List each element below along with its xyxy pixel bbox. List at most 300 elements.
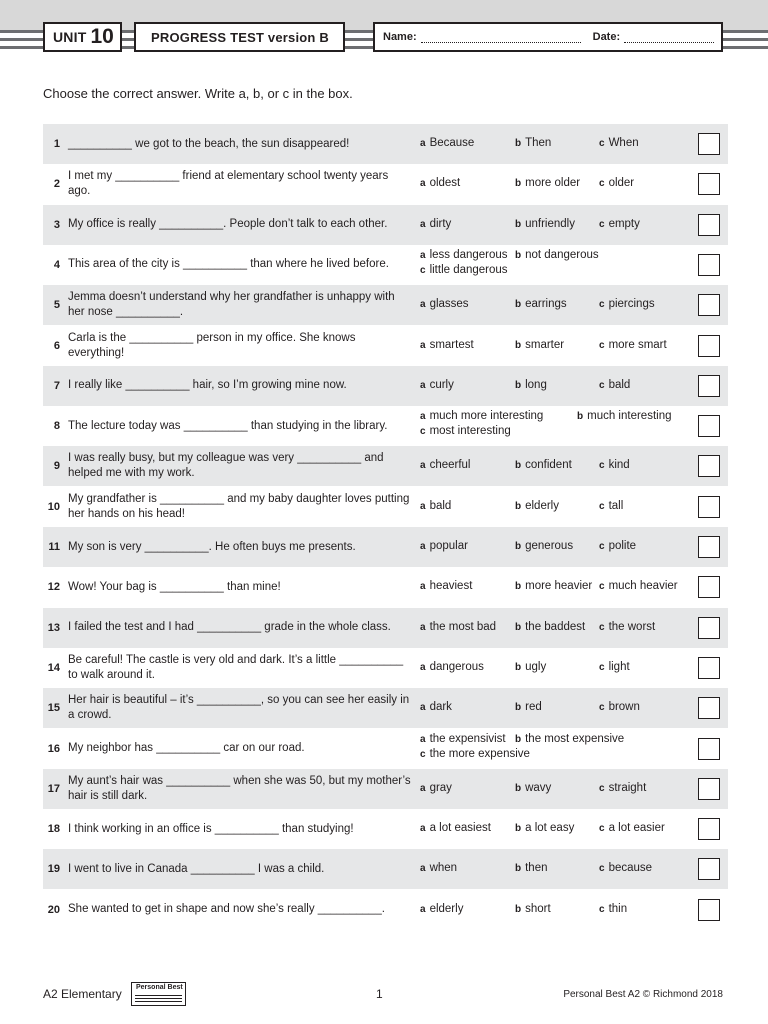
option-letter: b [515, 379, 522, 391]
question-text-content: My son is very __________. He often buys me presents. [68, 540, 356, 553]
question-number: 1 [53, 138, 60, 150]
option-letter: c [599, 621, 605, 633]
option-text: the baddest [525, 620, 586, 633]
test-title: PROGRESS TEST version B [134, 22, 345, 52]
option-text: short [525, 902, 551, 915]
question-number: 4 [53, 258, 60, 271]
option-text: kind [608, 459, 630, 472]
page-number: 1 [376, 987, 383, 1001]
option-text: little dangerous [429, 263, 508, 276]
answer-options [420, 567, 695, 607]
answer-box[interactable] [698, 536, 720, 558]
option-letter: a [420, 500, 426, 512]
instruction: Choose the correct answer. Write a, b, or c in the box. [43, 86, 353, 101]
answer-box[interactable] [698, 254, 720, 276]
question-text-content: My office is really __________. People don’t talk to each other. [68, 218, 388, 231]
option-c [599, 701, 640, 713]
date-label: Date: [592, 31, 621, 43]
question-row [43, 205, 728, 245]
option-b [515, 218, 575, 230]
option-text: much more interesting [429, 410, 544, 423]
option-a [420, 621, 496, 633]
logo-text: Personal Best [136, 984, 183, 991]
question-row [43, 406, 728, 446]
question-text-content: My neighbor has __________ car on our road. [68, 742, 305, 754]
option-text: less dangerous [429, 248, 508, 261]
answer-options [420, 890, 695, 930]
option-letter: b [515, 621, 522, 633]
answer-options [420, 849, 695, 889]
header-band [0, 0, 768, 64]
question-text [68, 446, 413, 486]
option-a [420, 218, 451, 230]
question-text-content: Carla is the __________ person in my office. She knows everything! [68, 331, 356, 359]
name-date-box [373, 22, 723, 52]
option-b [515, 459, 572, 471]
question-text [68, 608, 413, 648]
question-text-content: I was really busy, but my colleague was very __________ and helped me with my work. [68, 452, 384, 480]
question-text [68, 406, 413, 446]
option-c [420, 425, 511, 437]
option-b [515, 580, 592, 592]
option-c [599, 218, 640, 230]
question-number: 7 [53, 379, 60, 392]
option-c [599, 339, 667, 351]
option-text: heaviest [429, 580, 473, 593]
question-row [43, 527, 728, 567]
option-text: thin [608, 902, 628, 915]
answer-options [420, 608, 695, 648]
question-number: 11 [48, 541, 60, 553]
answer-options [420, 164, 695, 204]
option-b [577, 410, 671, 422]
question-row [43, 285, 728, 325]
option-a [420, 500, 451, 512]
question-number: 6 [53, 339, 60, 352]
question-row [43, 366, 728, 406]
option-a [420, 822, 491, 834]
question-text [68, 205, 413, 245]
option-text: glasses [429, 298, 469, 311]
answer-options [420, 688, 695, 728]
option-text: the worst [608, 620, 656, 633]
option-b [515, 298, 567, 310]
option-c [599, 621, 655, 633]
option-letter: a [420, 782, 426, 794]
option-a [420, 701, 452, 713]
question-text-content: I really like __________ hair, so I’m growing mine now. [68, 379, 347, 392]
option-c [599, 500, 623, 512]
question-row [43, 487, 728, 527]
option-text: empty [608, 217, 640, 230]
option-letter: a [420, 460, 426, 472]
option-b [515, 701, 542, 713]
option-letter: c [599, 500, 605, 512]
option-c [420, 264, 508, 276]
option-letter: c [599, 782, 605, 794]
question-text [68, 124, 413, 164]
option-b [515, 862, 548, 874]
option-c [599, 903, 627, 915]
option-b [515, 339, 564, 351]
question-number: 5 [53, 299, 60, 312]
option-a [420, 379, 454, 391]
option-text: much interesting [587, 410, 672, 423]
option-text: not dangerous [525, 248, 599, 261]
option-letter: c [599, 218, 605, 230]
option-text: dangerous [429, 660, 484, 673]
option-b [515, 621, 585, 633]
question-number: 12 [47, 581, 60, 594]
option-letter: b [515, 863, 522, 875]
answer-box[interactable] [698, 738, 720, 760]
option-text: confident [525, 459, 572, 472]
option-text: more heavier [525, 580, 593, 593]
answer-box[interactable] [698, 697, 720, 719]
question-text-content: My grandfather is __________ and my baby daughter loves putting her hands on his head! [68, 492, 410, 520]
question-number: 10 [47, 500, 60, 513]
option-a [420, 137, 474, 149]
unit-number: 10 [90, 25, 114, 48]
option-text: smarter [525, 338, 565, 351]
option-text: Because [429, 137, 475, 149]
option-letter: c [599, 903, 605, 915]
answer-box[interactable] [698, 858, 720, 880]
option-text: popular [429, 540, 468, 552]
answer-box[interactable] [698, 173, 720, 195]
question-number: 18 [47, 823, 60, 836]
option-a [420, 339, 474, 351]
option-letter: a [420, 733, 426, 745]
option-text: the most expensive [525, 732, 625, 745]
option-text: bald [429, 499, 452, 512]
option-text: much heavier [608, 580, 678, 593]
option-text: cheerful [429, 459, 471, 472]
option-b [515, 500, 559, 512]
option-c [599, 782, 646, 794]
option-a [420, 782, 452, 794]
question-row [43, 245, 728, 285]
option-letter: b [515, 339, 522, 351]
option-letter: a [420, 581, 426, 593]
option-text: dark [429, 701, 452, 714]
option-letter: c [599, 541, 605, 552]
unit-label-box [43, 22, 122, 52]
option-c [599, 137, 639, 149]
option-letter: a [420, 299, 426, 311]
question-number: 14 [47, 661, 60, 674]
question-number: 13 [47, 621, 60, 634]
answer-box[interactable] [698, 455, 720, 477]
option-b [515, 661, 546, 673]
option-letter: b [515, 299, 522, 311]
question-text [68, 648, 413, 688]
option-letter: c [599, 339, 605, 351]
option-b [515, 249, 599, 261]
option-c [599, 379, 630, 391]
question-row [43, 849, 728, 889]
answer-options [420, 124, 695, 164]
question-number: 19 [47, 863, 60, 876]
option-a [420, 177, 460, 189]
question-text-content: My aunt’s hair was __________ when she was 50, but my mother’s hair is still dark. [68, 774, 411, 802]
option-letter: c [599, 823, 605, 835]
option-c [599, 298, 655, 310]
option-text: more smart [608, 338, 667, 351]
option-text: wavy [525, 781, 552, 794]
option-text: elderly [429, 902, 464, 915]
option-letter: b [515, 460, 522, 472]
option-text: when [429, 862, 458, 875]
answer-box[interactable] [698, 576, 720, 598]
option-letter: a [420, 339, 426, 351]
option-text: more older [525, 177, 581, 190]
option-letter: c [599, 702, 605, 714]
option-text: a lot easiest [429, 822, 491, 835]
name-label: Name: [383, 31, 417, 43]
option-letter: b [515, 702, 522, 714]
option-text: oldest [429, 177, 461, 190]
option-a [420, 580, 472, 592]
answer-box[interactable] [698, 335, 720, 357]
option-text: straight [608, 781, 647, 794]
option-text: light [608, 660, 630, 673]
answer-box[interactable] [698, 375, 720, 397]
option-text: smartest [429, 338, 474, 351]
option-b [515, 733, 624, 745]
option-text: earrings [525, 298, 567, 311]
question-number: 2 [53, 178, 60, 191]
option-letter: a [420, 249, 426, 261]
option-text: because [608, 862, 653, 875]
personal-best-logo [131, 982, 186, 1006]
option-letter: a [420, 138, 426, 149]
option-a [420, 733, 506, 745]
option-b [515, 903, 551, 915]
option-letter: c [599, 138, 605, 149]
question-number: 16 [47, 742, 60, 755]
option-text: a lot easy [525, 822, 575, 835]
option-text: gray [429, 781, 452, 794]
question-number: 17 [47, 782, 60, 795]
option-letter: a [420, 823, 426, 835]
option-text: then [525, 862, 548, 875]
option-text: most interesting [429, 425, 511, 438]
question-row [43, 608, 728, 648]
option-letter: a [420, 379, 426, 391]
question-number: 3 [53, 218, 60, 231]
question-text [68, 849, 413, 889]
option-b [515, 177, 580, 189]
question-row [43, 326, 728, 366]
answer-box[interactable] [698, 294, 720, 316]
question-row [43, 648, 728, 688]
option-text: older [608, 177, 635, 190]
question-text [68, 366, 413, 406]
option-letter: c [599, 460, 605, 472]
answer-options [420, 648, 695, 688]
question-number: 20 [47, 903, 60, 916]
option-letter: c [420, 264, 426, 276]
option-a [420, 862, 457, 874]
option-a [420, 249, 508, 261]
answer-options [420, 245, 695, 285]
option-text: piercings [608, 298, 655, 311]
answer-options [420, 326, 695, 366]
option-b [515, 379, 547, 391]
footer-level: A2 Elementary [43, 987, 122, 1001]
question-row [43, 567, 728, 607]
answer-box[interactable] [698, 778, 720, 800]
option-letter: b [515, 581, 522, 593]
option-b [515, 822, 574, 834]
option-text: the more expensive [429, 747, 530, 760]
option-letter: a [420, 541, 426, 552]
option-text: a lot easier [608, 822, 665, 835]
option-c [599, 822, 665, 834]
answer-box[interactable] [698, 657, 720, 679]
option-letter: b [515, 903, 522, 915]
option-c [420, 748, 530, 760]
option-text: the expensivist [429, 732, 506, 745]
option-text: bald [608, 378, 631, 391]
question-row [43, 769, 728, 809]
question-text-content: Her hair is beautiful – it’s __________, so you can see her easily in a crowd. [68, 694, 410, 722]
option-letter: c [420, 748, 426, 760]
option-b [515, 782, 551, 794]
question-text [68, 567, 413, 607]
question-text [68, 245, 413, 285]
option-b [515, 137, 551, 149]
question-text-content: Wow! Your bag is __________ than mine! [68, 580, 281, 593]
option-letter: a [420, 702, 426, 714]
answer-box[interactable] [698, 133, 720, 155]
option-letter: c [599, 661, 605, 673]
option-letter: b [515, 249, 522, 261]
answer-options [420, 487, 695, 527]
answer-box[interactable] [698, 818, 720, 840]
question-text-content: I failed the test and I had __________ grade in the whole class. [68, 621, 391, 634]
answer-box[interactable] [698, 899, 720, 921]
question-row [43, 890, 728, 930]
answer-box[interactable] [698, 496, 720, 518]
question-text [68, 326, 413, 366]
question-text [68, 285, 413, 325]
answer-options [420, 809, 695, 849]
question-text-content: The lecture today was __________ than studying in the library. [68, 419, 388, 432]
option-letter: b [515, 823, 522, 835]
answer-options [420, 527, 695, 567]
option-letter: b [515, 541, 522, 552]
option-letter: b [515, 178, 522, 190]
question-text [68, 688, 413, 728]
option-letter: a [420, 903, 426, 915]
question-text [68, 890, 413, 930]
option-a [420, 540, 468, 552]
question-row [43, 809, 728, 849]
answer-options [420, 406, 695, 446]
question-number: 9 [53, 460, 60, 473]
option-letter: b [515, 218, 522, 230]
option-text: generous [525, 540, 574, 552]
question-text-content: __________ we got to the beach, the sun disappeared! [68, 137, 350, 150]
question-text-content: Be careful! The castle is very old and dark. It’s a little __________ to walk around it. [68, 653, 404, 681]
question-text [68, 527, 413, 567]
option-c [599, 862, 652, 874]
option-text: polite [608, 540, 637, 552]
option-letter: c [599, 299, 605, 311]
option-letter: b [515, 138, 522, 149]
option-text: tall [608, 499, 624, 512]
question-text-content: This area of the city is __________ than where he lived before. [68, 258, 389, 271]
option-a [420, 661, 484, 673]
option-c [599, 459, 630, 471]
option-letter: c [599, 581, 605, 593]
option-b [515, 540, 573, 552]
option-letter: b [515, 661, 522, 673]
answer-box[interactable] [698, 415, 720, 437]
option-letter: b [577, 411, 584, 423]
answer-options [420, 446, 695, 486]
option-letter: b [515, 500, 522, 512]
answer-box[interactable] [698, 617, 720, 639]
question-text [68, 729, 413, 769]
option-a [420, 903, 463, 915]
footer-copyright: Personal Best A2 © Richmond 2018 [563, 989, 723, 1000]
option-text: long [525, 378, 547, 391]
question-row [43, 446, 728, 486]
option-c [599, 580, 678, 592]
option-letter: c [420, 426, 426, 438]
name-field[interactable] [421, 34, 581, 43]
answer-options [420, 285, 695, 325]
question-row [43, 729, 728, 769]
option-letter: a [420, 178, 426, 190]
option-letter: c [599, 863, 605, 875]
option-text: the most bad [429, 620, 497, 633]
question-row [43, 688, 728, 728]
option-text: elderly [525, 499, 559, 512]
option-c [599, 177, 634, 189]
answer-options [420, 366, 695, 406]
option-letter: c [599, 379, 605, 391]
option-text: curly [429, 378, 454, 391]
answer-options [420, 205, 695, 245]
option-letter: a [420, 218, 426, 230]
option-letter: b [515, 782, 522, 794]
question-text [68, 809, 413, 849]
question-row [43, 164, 728, 204]
option-letter: a [420, 411, 426, 423]
option-letter: a [420, 621, 426, 633]
question-text-content: I went to live in Canada __________ I was a child. [68, 862, 325, 875]
option-letter: a [420, 661, 426, 673]
question-text-content: I think working in an office is __________ than studying! [68, 822, 354, 835]
answer-options [420, 729, 695, 769]
question-row [43, 124, 728, 164]
question-text [68, 769, 413, 809]
option-text: dirty [429, 217, 452, 230]
option-a [420, 459, 470, 471]
option-c [599, 540, 636, 552]
option-c [599, 661, 630, 673]
answer-options [420, 769, 695, 809]
question-text-content: I met my __________ friend at elementary school twenty years ago. [68, 170, 389, 198]
date-field[interactable] [624, 34, 714, 43]
question-number: 8 [53, 420, 60, 433]
answer-box[interactable] [698, 214, 720, 236]
option-letter: c [599, 178, 605, 190]
